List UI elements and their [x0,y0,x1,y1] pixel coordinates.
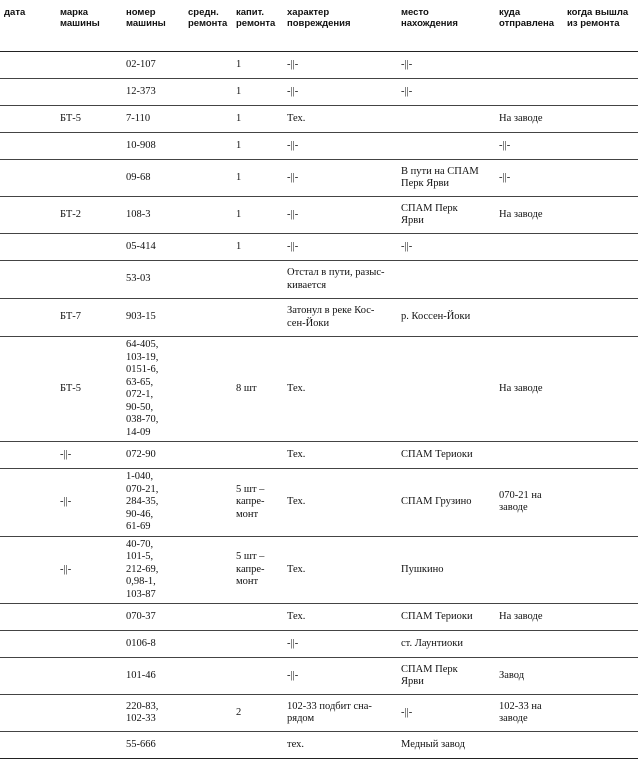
table-cell: 55-666 [122,732,184,759]
table-cell [184,631,232,658]
table-cell [184,234,232,261]
table-cell: -||- [397,79,495,106]
table-cell: 8 шт [232,337,283,442]
table-cell: -||- [283,79,397,106]
table-cell: -||- [56,442,122,469]
table-cell: 0106-8 [122,631,184,658]
table-cell [495,299,563,337]
table-cell [0,197,56,234]
table-cell: 1 [232,160,283,197]
table-cell: БТ-5 [56,106,122,133]
table-cell [397,261,495,299]
table-cell [56,631,122,658]
table-row [0,442,638,469]
column-header: место нахождения [397,0,495,52]
table-cell [184,299,232,337]
table-cell [563,732,638,759]
table-cell [563,604,638,631]
table-cell: 10-908 [122,133,184,160]
table-cell: 1 [232,197,283,234]
table-cell: 02-107 [122,52,184,79]
table-row [0,106,638,133]
table-cell [232,658,283,695]
table-row [0,732,638,759]
table-cell [563,337,638,442]
table-cell: 5 шт – капре- монт [232,536,283,604]
table-cell: СПАМ Грузино [397,469,495,537]
table-cell: 1 [232,133,283,160]
table-cell [563,197,638,234]
table-cell [563,133,638,160]
table-cell [495,536,563,604]
table-cell: -||- [283,658,397,695]
table-cell: -||- [283,197,397,234]
table-cell: ст. Лаунтиоки [397,631,495,658]
table-cell [0,160,56,197]
table-cell [495,234,563,261]
table-cell: 7-110 [122,106,184,133]
table-cell: На заводе [495,197,563,234]
table-row [0,469,638,537]
table-cell: СПАМ Териоки [397,604,495,631]
column-header: дата [0,0,56,52]
table-cell: 108-3 [122,197,184,234]
table-cell: -||- [397,52,495,79]
table-cell: БТ-2 [56,197,122,234]
table-cell [0,442,56,469]
table-cell: -||- [56,469,122,537]
table-cell [563,469,638,537]
table-cell [184,79,232,106]
table-row [0,658,638,695]
table-cell: 1 [232,79,283,106]
table-cell: СПАМ Териоки [397,442,495,469]
table-cell: -||- [495,133,563,160]
table-cell: Пушкино [397,536,495,604]
table-cell [0,337,56,442]
table-cell: 12-373 [122,79,184,106]
table-cell: -||- [397,695,495,732]
table-cell: -||- [283,234,397,261]
table-cell [563,52,638,79]
table-cell: 40-70, 101-5, 212-69, 0,98-1, 103-87 [122,536,184,604]
table-cell [0,658,56,695]
table-cell: 05-414 [122,234,184,261]
table-row [0,133,638,160]
table-cell [495,79,563,106]
table-cell [184,52,232,79]
table-cell [563,234,638,261]
table-cell: тех. [283,732,397,759]
table-cell: -||- [283,631,397,658]
table-cell [495,442,563,469]
table-row [0,160,638,197]
table-cell: СПАМ Перк Ярви [397,197,495,234]
table-cell: -||- [283,160,397,197]
table-cell: р. Коссен-Йоки [397,299,495,337]
table-cell [232,631,283,658]
column-header: куда отправлена [495,0,563,52]
table-cell: Тех. [283,442,397,469]
table-cell [397,337,495,442]
table-cell [0,133,56,160]
table-cell [495,732,563,759]
table-cell [0,732,56,759]
table-cell: 64-405, 103-19, 0151-6, 63-65, 072-1, 90-50, 038-70, 14-09 [122,337,184,442]
table-cell [232,261,283,299]
table-cell: Тех. [283,536,397,604]
table-cell [0,536,56,604]
table-cell: 1 [232,52,283,79]
table-row [0,604,638,631]
table-body [0,52,638,759]
table-cell [56,604,122,631]
column-header: когда вышла из ремонта [563,0,638,52]
table-cell: 1-040, 070-21, 284-35, 90-46, 61-69 [122,469,184,537]
table-cell: Тех. [283,106,397,133]
table-cell: Завод [495,658,563,695]
table-cell: В пути на СПАМ Перк Ярви [397,160,495,197]
table-cell: 072-90 [122,442,184,469]
table-row [0,52,638,79]
table-cell [184,261,232,299]
table-cell: 220-83, 102-33 [122,695,184,732]
table-cell [184,536,232,604]
table-row [0,536,638,604]
table-cell [184,337,232,442]
table-cell [56,133,122,160]
table-cell: -||- [283,133,397,160]
table-cell [0,469,56,537]
table-cell: 102-33 на заводе [495,695,563,732]
table-cell: Медный завод [397,732,495,759]
table-cell: 09-68 [122,160,184,197]
table-cell [184,133,232,160]
table-cell [56,658,122,695]
table-cell: СПАМ Перк Ярви [397,658,495,695]
table-cell [184,658,232,695]
header-row [0,0,638,52]
table-cell [0,631,56,658]
table-cell [0,106,56,133]
table-cell [184,732,232,759]
table-cell: 101-46 [122,658,184,695]
table-row [0,695,638,732]
table-row [0,261,638,299]
table-cell [495,261,563,299]
table-cell [563,695,638,732]
table-row [0,337,638,442]
table-cell: БТ-7 [56,299,122,337]
table-cell [0,695,56,732]
table-cell [563,261,638,299]
column-header: номер машины [122,0,184,52]
table-cell [0,299,56,337]
table-cell: -||- [56,536,122,604]
table-cell [0,52,56,79]
table-cell [184,106,232,133]
table-cell: 1 [232,234,283,261]
table-cell: 070-21 на заводе [495,469,563,537]
table-cell [56,79,122,106]
table-cell [563,631,638,658]
table-cell [184,197,232,234]
table-cell: 102-33 подбит сна- рядом [283,695,397,732]
table-cell: -||- [283,52,397,79]
table-cell [56,234,122,261]
table-cell [56,160,122,197]
table-cell [495,631,563,658]
table-cell [232,442,283,469]
table-row [0,197,638,234]
table-cell [232,299,283,337]
table-cell [56,695,122,732]
table-cell [563,442,638,469]
table-cell [184,695,232,732]
table-cell [563,299,638,337]
table-cell: На заводе [495,106,563,133]
table-cell [56,52,122,79]
table-cell [232,732,283,759]
table-cell [563,106,638,133]
table-cell [184,604,232,631]
table-cell: 070-37 [122,604,184,631]
table-cell: Отстал в пути, разыс- кивается [283,261,397,299]
table-cell: На заводе [495,337,563,442]
table-row [0,631,638,658]
table-cell: 53-03 [122,261,184,299]
table-cell [184,442,232,469]
table-cell: Затонул в реке Кос- сен-Йоки [283,299,397,337]
table-cell: 2 [232,695,283,732]
table-cell: Тех. [283,469,397,537]
table-cell: -||- [397,234,495,261]
table-cell [0,261,56,299]
table-cell: -||- [495,160,563,197]
table-cell [184,160,232,197]
table-row [0,299,638,337]
table-cell [563,79,638,106]
column-header: характер повреждения [283,0,397,52]
table-cell: На заводе [495,604,563,631]
table-cell [0,79,56,106]
table-cell [495,52,563,79]
table-cell [0,234,56,261]
column-header: марка машины [56,0,122,52]
table-row [0,234,638,261]
table-cell [184,469,232,537]
table-row [0,79,638,106]
table-cell [397,106,495,133]
table-cell: 5 шт – капре- монт [232,469,283,537]
table-cell [56,732,122,759]
table-cell: БТ-5 [56,337,122,442]
column-header: средн. ремонта [184,0,232,52]
table-cell: Тех. [283,604,397,631]
table-cell [563,160,638,197]
table-cell [56,261,122,299]
table-cell: Тех. [283,337,397,442]
table-cell [397,133,495,160]
table-cell: 903-15 [122,299,184,337]
table-cell [563,658,638,695]
table-cell [563,536,638,604]
table-cell: 1 [232,106,283,133]
table-cell [232,604,283,631]
column-header: капит. ремонта [232,0,283,52]
table-cell [0,604,56,631]
